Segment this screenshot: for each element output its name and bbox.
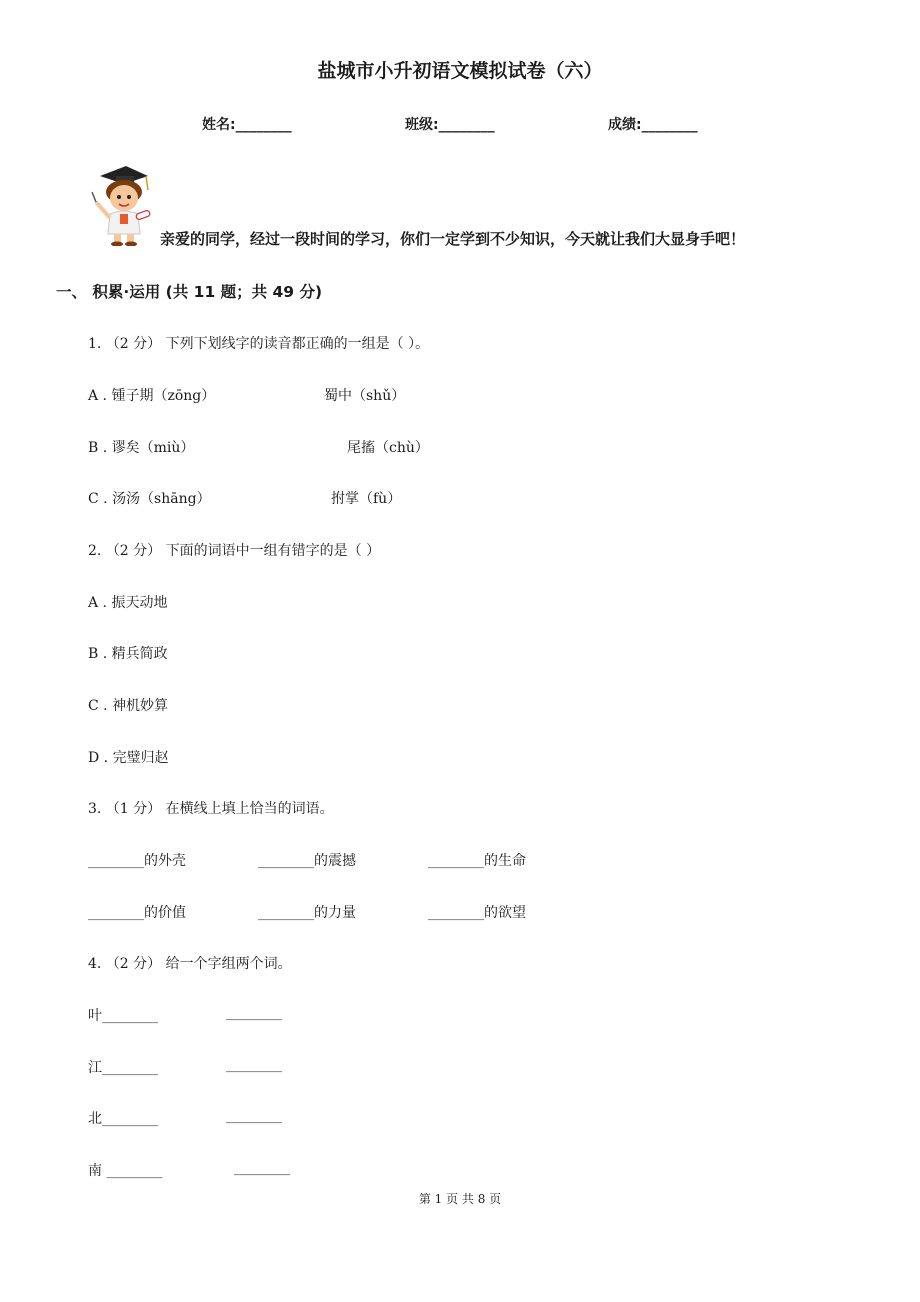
question-3-stem: 3. （1 分） 在横线上填上恰当的词语。	[88, 801, 334, 817]
score-field-label: 成绩:________	[608, 117, 698, 133]
question-2-option-d[interactable]: D . 完璧归赵	[88, 750, 169, 766]
question-2-option-b[interactable]: B . 精兵简政	[88, 646, 168, 662]
question-4-stem: 4. （2 分） 给一个字组两个词。	[88, 956, 292, 972]
question-2-option-c[interactable]: C . 神机妙算	[88, 698, 169, 714]
page-title: 盐城市小升初语文模拟试卷（六）	[317, 60, 603, 82]
question-1-option-c-part-2: 拊掌（fù）	[331, 491, 402, 507]
greeting-text: 亲爱的同学，经过一段时间的学习，你们一定学到不少知识，今天就让我们大显身手吧！	[160, 230, 746, 248]
page-footer: 第 1 页 共 8 页	[418, 1192, 502, 1206]
question-2-option-a[interactable]: A . 振天动地	[88, 595, 168, 611]
question-4-row-1-blank-1[interactable]: 叶________	[88, 1008, 158, 1024]
question-1-option-c-part-1[interactable]: C . 汤汤（shāng）	[88, 491, 211, 507]
question-1-option-b-part-1[interactable]: B . 谬矣（miù）	[88, 440, 195, 456]
question-3-blank-2[interactable]: ________的震撼	[258, 853, 356, 869]
graduate-mascot-illustration	[86, 162, 156, 246]
question-3-blank-3[interactable]: ________的生命	[428, 853, 526, 869]
question-3-blank-6[interactable]: ________的欲望	[428, 905, 526, 921]
name-field-label: 姓名:________	[202, 117, 292, 133]
question-4-row-2-blank-2[interactable]: ________	[226, 1057, 282, 1073]
question-4-row-2-blank-1[interactable]: 江________	[88, 1060, 158, 1076]
question-2-stem: 2. （2 分） 下面的词语中一组有错字的是（ ）	[88, 543, 381, 559]
question-4-row-3-blank-2[interactable]: ________	[226, 1108, 282, 1124]
question-4-row-1-blank-2[interactable]: ________	[226, 1005, 282, 1021]
question-3-blank-1[interactable]: ________的外壳	[88, 853, 186, 869]
question-1-option-a-part-1[interactable]: A . 锺子期（zōng）	[88, 388, 216, 404]
question-1-option-b-part-2: 尾搐（chù）	[347, 440, 429, 456]
section-heading-1: 一、 积累·运用 (共 11 题；共 49 分)	[56, 283, 323, 301]
question-3-blank-4[interactable]: ________的价值	[88, 905, 186, 921]
question-4-row-4-blank-2[interactable]: ________	[234, 1160, 290, 1176]
class-field-label: 班级:________	[405, 117, 495, 133]
question-4-row-3-blank-1[interactable]: 北________	[88, 1111, 158, 1127]
question-4-row-4-blank-1[interactable]: 南 ________	[88, 1163, 163, 1179]
question-1-stem: 1. （2 分） 下列下划线字的读音都正确的一组是（ ）。	[88, 336, 430, 352]
question-1-option-a-part-2: 蜀中（shǔ）	[324, 388, 406, 404]
question-3-blank-5[interactable]: ________的力量	[258, 905, 356, 921]
